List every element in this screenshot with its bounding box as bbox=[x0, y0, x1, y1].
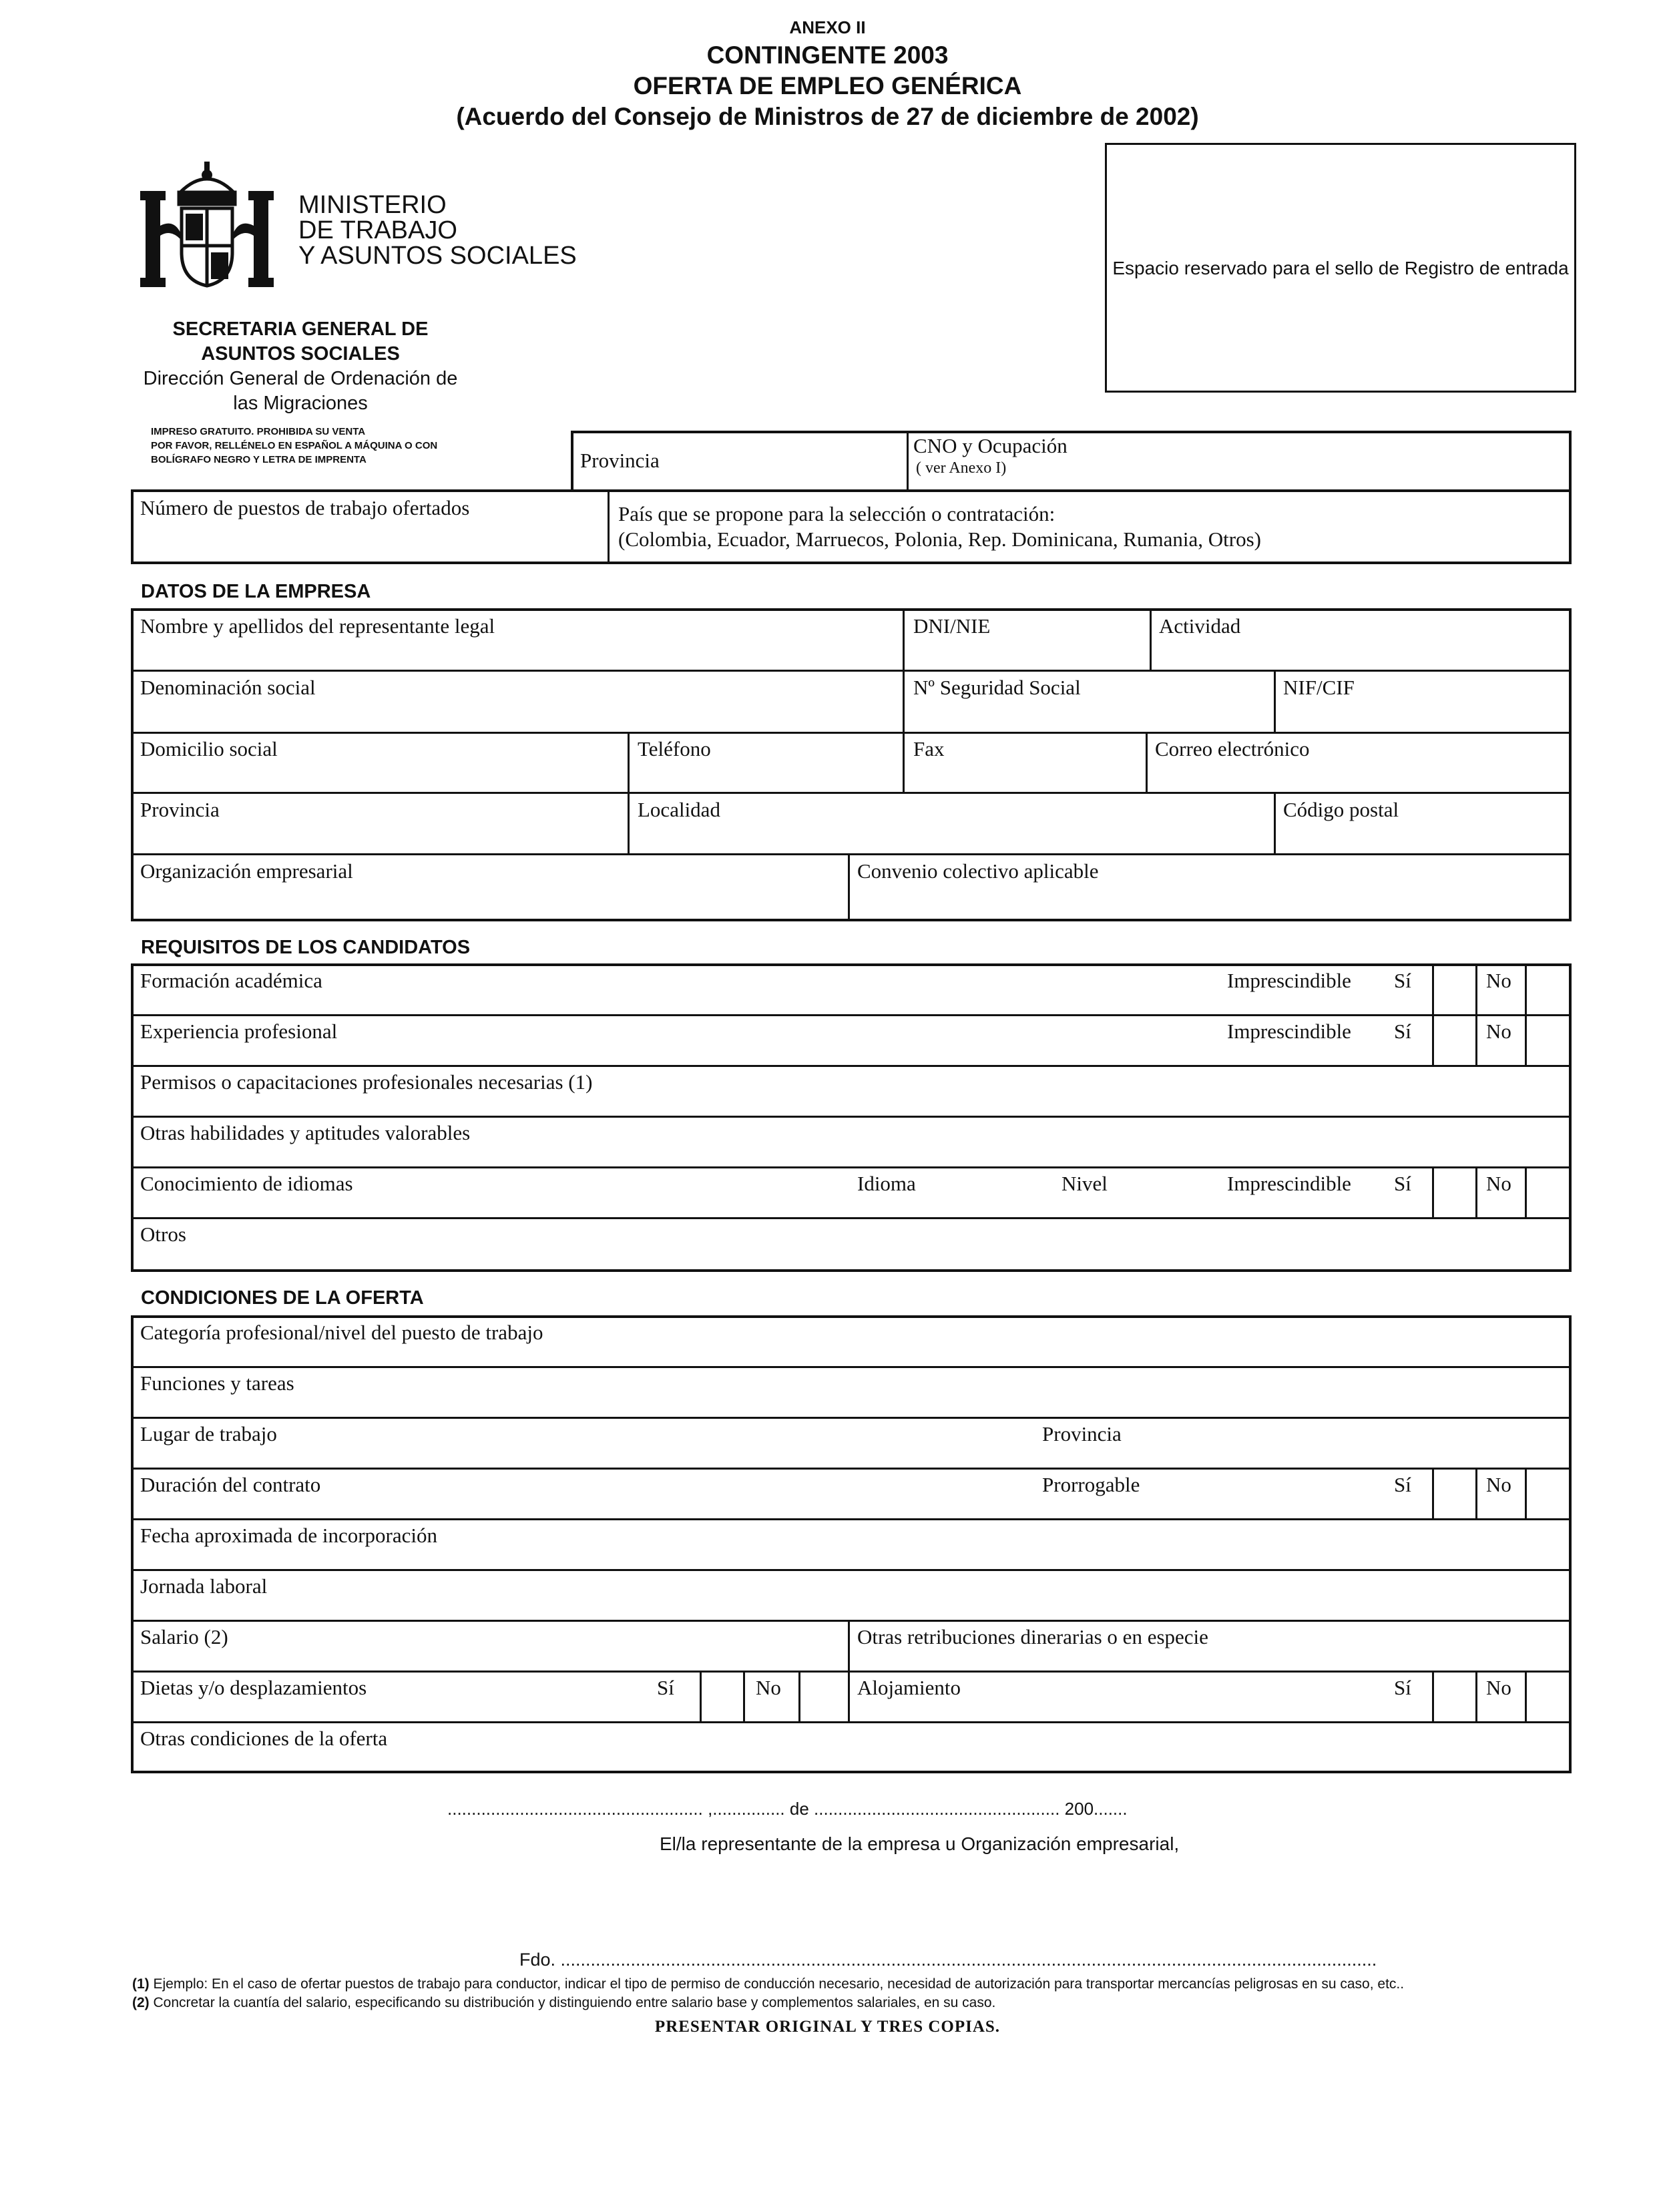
puestos-field[interactable]: Número de puestos de trabajo ofertados bbox=[140, 496, 470, 519]
row-divider bbox=[131, 670, 1572, 672]
print-notice-line-3: BOLÍGRAFO NEGRO Y LETRA DE IMPRENTA bbox=[151, 454, 367, 465]
alojamiento-no-checkbox[interactable] bbox=[1525, 1671, 1527, 1721]
row-divider bbox=[131, 792, 1572, 794]
row-divider bbox=[131, 1417, 1572, 1419]
col-divider bbox=[903, 608, 905, 670]
ministry-name bbox=[298, 192, 577, 268]
annex-label: ANEXO II bbox=[789, 17, 866, 37]
secretariat-line-2: ASUNTOS SOCIALES bbox=[201, 343, 400, 365]
footnote-2-mark: (2) bbox=[132, 1995, 150, 2010]
denominacion-field[interactable]: Denominación social bbox=[140, 676, 316, 699]
experiencia-field[interactable]: Experiencia profesional bbox=[140, 1020, 338, 1043]
fecha-incorporacion-field[interactable]: Fecha aproximada de incorporación bbox=[140, 1524, 438, 1547]
nivel-field[interactable]: Nivel bbox=[1061, 1172, 1108, 1195]
seguridad-social-field[interactable]: Nº Seguridad Social bbox=[913, 676, 1081, 699]
divider bbox=[907, 431, 909, 492]
row-divider bbox=[131, 1721, 1572, 1723]
experiencia-no-checkbox[interactable] bbox=[1525, 1014, 1527, 1065]
top-provincia-field[interactable]: Provincia bbox=[580, 449, 660, 472]
signature-line[interactable]: Fdo. ................................................................................................................................................................... bbox=[519, 1950, 1377, 1970]
idiomas-field[interactable]: Conocimiento de idiomas bbox=[140, 1172, 353, 1195]
idiomas-si-label: Sí bbox=[1394, 1172, 1411, 1195]
form-title-agreement: (Acuerdo del Consejo de Ministros de 27 de diciembre de 2002) bbox=[456, 103, 1199, 130]
alojamiento-field[interactable]: Alojamiento bbox=[857, 1676, 961, 1699]
row-divider bbox=[131, 732, 1572, 734]
permisos-field[interactable]: Permisos o capacitaciones profesionales necesarias (1) bbox=[140, 1070, 593, 1094]
idiomas-imprescindible-label: Imprescindible bbox=[1227, 1172, 1351, 1195]
footnote-1 bbox=[132, 1976, 1404, 1992]
row-divider bbox=[131, 1518, 1572, 1520]
dietas-no-checkbox[interactable] bbox=[798, 1671, 800, 1721]
copies-instruction: PRESENTAR ORIGINAL Y TRES COPIAS. bbox=[654, 2018, 1001, 2036]
footnote-1-text: Ejemplo: En el caso de ofertar puestos de trabajo para conductor, indicar el tipo de permiso de conducción necesario, necesidad de autorización para transportar mercancías peligrosas en su caso, etc.. bbox=[149, 1976, 1405, 1992]
alojamiento-si-label: Sí bbox=[1394, 1676, 1411, 1699]
directorate-line-2: las Migraciones bbox=[233, 393, 368, 414]
date-place-line[interactable]: ..................................................... ,............... de ................................................... 200....... bbox=[447, 1799, 1128, 1819]
row-divider bbox=[131, 1468, 1572, 1470]
footnote-2-text: Concretar la cuantía del salario, especificando su distribución y distinguiendo entre salario base y complementos salariales, en su caso. bbox=[149, 1995, 996, 2010]
idioma-field[interactable]: Idioma bbox=[857, 1172, 916, 1195]
row-divider bbox=[131, 1620, 1572, 1622]
localidad-field[interactable]: Localidad bbox=[638, 798, 720, 821]
col-divider bbox=[628, 732, 630, 792]
registry-stamp-label: Espacio reservado para el sello de Registro de entrada bbox=[1112, 258, 1569, 278]
prorrogable-no-checkbox[interactable] bbox=[1525, 1468, 1527, 1518]
dni-field[interactable]: DNI/NIE bbox=[913, 614, 991, 638]
requisitos-table bbox=[131, 963, 1572, 1272]
col-divider bbox=[628, 792, 630, 853]
prorrogable-no-label: No bbox=[1486, 1473, 1511, 1496]
formacion-no-checkbox[interactable] bbox=[1525, 963, 1527, 1014]
telefono-field[interactable]: Teléfono bbox=[638, 737, 711, 760]
duracion-field[interactable]: Duración del contrato bbox=[140, 1473, 321, 1496]
col-divider bbox=[1274, 792, 1276, 853]
jornada-field[interactable]: Jornada laboral bbox=[140, 1574, 268, 1598]
col-divider bbox=[1150, 608, 1152, 670]
prorrogable-label: Prorrogable bbox=[1042, 1473, 1140, 1496]
cno-note: ( ver Anexo I) bbox=[916, 459, 1007, 477]
print-notice-line-2: POR FAVOR, RELLÉNELO EN ESPAÑOL A MÁQUINA O CON bbox=[151, 440, 438, 451]
provincia-cno-box bbox=[571, 431, 1572, 492]
coat-of-arms-emblem bbox=[134, 152, 280, 299]
col-divider bbox=[1146, 732, 1148, 792]
ministry-line-1: MINISTERIO bbox=[298, 191, 447, 219]
col-divider bbox=[903, 670, 905, 732]
idiomas-no-label: No bbox=[1486, 1172, 1511, 1195]
otros-requisitos-field[interactable]: Otros bbox=[140, 1223, 186, 1246]
correo-field[interactable]: Correo electrónico bbox=[1155, 737, 1310, 760]
row-divider bbox=[131, 1014, 1572, 1016]
alojamiento-no-label: No bbox=[1486, 1676, 1511, 1699]
row-divider bbox=[131, 1065, 1572, 1067]
otras-retribuciones-field[interactable]: Otras retribuciones dinerarias o en especie bbox=[857, 1625, 1208, 1648]
requisitos-heading: REQUISITOS DE LOS CANDIDATOS bbox=[141, 937, 471, 958]
form-title-offer: OFERTA DE EMPLEO GENÉRICA bbox=[633, 72, 1022, 99]
experiencia-no-label: No bbox=[1486, 1020, 1511, 1043]
divider bbox=[608, 489, 610, 564]
nif-field[interactable]: NIF/CIF bbox=[1283, 676, 1355, 699]
experiencia-si-label: Sí bbox=[1394, 1020, 1411, 1043]
row-divider bbox=[131, 1366, 1572, 1368]
col-divider bbox=[1274, 670, 1276, 732]
lugar-provincia-field[interactable]: Provincia bbox=[1042, 1422, 1122, 1446]
row-divider bbox=[131, 1671, 1572, 1673]
alojamiento-si-checkbox[interactable] bbox=[1432, 1671, 1477, 1721]
condiciones-heading: CONDICIONES DE LA OFERTA bbox=[141, 1287, 424, 1309]
actividad-field[interactable]: Actividad bbox=[1159, 614, 1241, 638]
funciones-field[interactable]: Funciones y tareas bbox=[140, 1371, 294, 1395]
row-divider bbox=[131, 1569, 1572, 1571]
organizacion-field[interactable]: Organización empresarial bbox=[140, 859, 353, 883]
row-divider bbox=[131, 853, 1572, 855]
formacion-si-label: Sí bbox=[1394, 969, 1411, 992]
footnote-1-mark: (1) bbox=[132, 1976, 150, 1992]
fax-field[interactable]: Fax bbox=[913, 737, 945, 760]
print-notice bbox=[151, 425, 437, 467]
idiomas-si-checkbox[interactable] bbox=[1432, 1166, 1477, 1217]
formacion-si-checkbox[interactable] bbox=[1432, 963, 1477, 1014]
otras-condiciones-field[interactable]: Otras condiciones de la oferta bbox=[140, 1727, 388, 1750]
representative-label: El/la representante de la empresa u Organización empresarial, bbox=[660, 1833, 1180, 1854]
footnote-2 bbox=[132, 1995, 995, 2011]
col-divider bbox=[848, 1620, 850, 1721]
dietas-si-label: Sí bbox=[657, 1676, 674, 1699]
col-divider bbox=[848, 853, 850, 921]
ministry-line-2: DE TRABAJO bbox=[298, 216, 457, 244]
prorrogable-si-label: Sí bbox=[1394, 1473, 1411, 1496]
ministry-line-3: Y ASUNTOS SOCIALES bbox=[298, 242, 577, 270]
representante-field[interactable]: Nombre y apellidos del representante legal bbox=[140, 614, 495, 638]
col-divider bbox=[903, 732, 905, 792]
pais-options: (Colombia, Ecuador, Marruecos, Polonia, Rep. Dominicana, Rumania, Otros) bbox=[618, 527, 1261, 551]
idiomas-no-checkbox[interactable] bbox=[1525, 1166, 1527, 1217]
experiencia-si-checkbox[interactable] bbox=[1432, 1014, 1477, 1065]
codigo-postal-field[interactable]: Código postal bbox=[1283, 798, 1399, 821]
habilidades-field[interactable]: Otras habilidades y aptitudes valorables bbox=[140, 1121, 471, 1144]
row-divider bbox=[131, 1116, 1572, 1118]
secretariat-line-1: SECRETARIA GENERAL DE bbox=[172, 318, 429, 340]
form-title-contingent: CONTINGENTE 2003 bbox=[706, 41, 949, 69]
empresa-heading: DATOS DE LA EMPRESA bbox=[141, 581, 371, 602]
lugar-field[interactable]: Lugar de trabajo bbox=[140, 1422, 277, 1446]
dietas-si-checkbox[interactable] bbox=[700, 1671, 745, 1721]
cno-field[interactable]: CNO y Ocupación bbox=[913, 434, 1068, 457]
row-divider bbox=[131, 1217, 1572, 1219]
formacion-no-label: No bbox=[1486, 969, 1511, 992]
secretariat-block bbox=[113, 317, 487, 416]
print-notice-line-1: IMPRESO GRATUITO. PROHIBIDA SU VENTA bbox=[151, 426, 366, 437]
domicilio-field[interactable]: Domicilio social bbox=[140, 737, 278, 760]
categoria-field[interactable]: Categoría profesional/nivel del puesto de trabajo bbox=[140, 1321, 543, 1344]
row-divider bbox=[131, 1166, 1572, 1168]
salario-field[interactable]: Salario (2) bbox=[140, 1625, 228, 1648]
formacion-imprescindible-label: Imprescindible bbox=[1227, 969, 1351, 992]
dietas-no-label: No bbox=[756, 1676, 781, 1699]
empresa-provincia-field[interactable]: Provincia bbox=[140, 798, 220, 821]
prorrogable-si-checkbox[interactable] bbox=[1432, 1468, 1477, 1518]
formacion-field[interactable]: Formación académica bbox=[140, 969, 322, 992]
directorate-line-1: Dirección General de Ordenación de bbox=[143, 368, 458, 389]
dietas-field[interactable]: Dietas y/o desplazamientos bbox=[140, 1676, 367, 1699]
convenio-field[interactable]: Convenio colectivo aplicable bbox=[857, 859, 1099, 883]
experiencia-imprescindible-label: Imprescindible bbox=[1227, 1020, 1351, 1043]
pais-field[interactable]: País que se propone para la selección o contratación: bbox=[618, 502, 1055, 525]
